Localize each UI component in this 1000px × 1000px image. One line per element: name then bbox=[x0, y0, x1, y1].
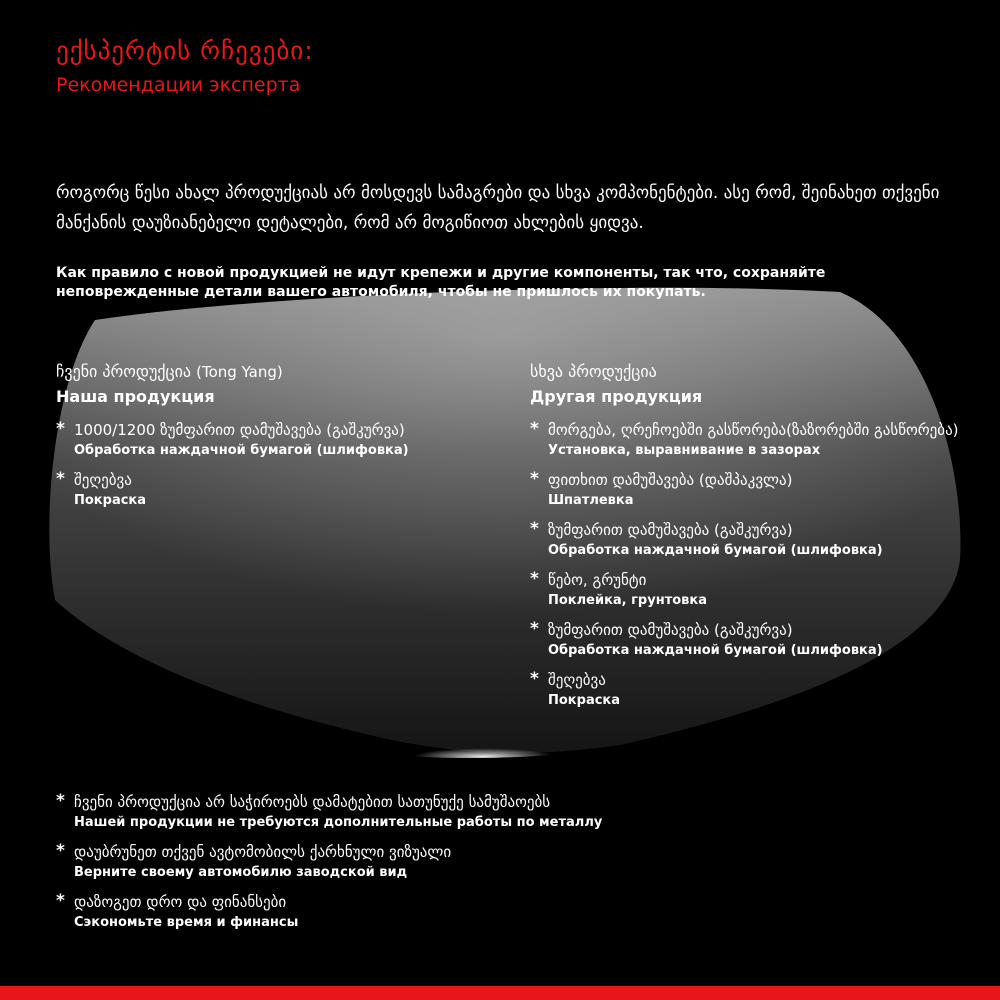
list-item-russian: Установка, выравнивание в зазорах bbox=[548, 443, 821, 458]
benefits-list bbox=[56, 792, 956, 932]
intro-text-russian: Как правило с новой продукцией не идут крепежи и другие компоненты, так что, сохраняйте неповрежденные детали вашего автомобиля, чтобы не пришлось их покупать. bbox=[56, 265, 826, 300]
list-item-russian: Обработка наждачной бумагой (шлифовка) bbox=[548, 543, 883, 558]
list-item bbox=[56, 892, 956, 932]
list-item bbox=[530, 470, 1000, 510]
bullet-star-icon: * bbox=[56, 891, 65, 911]
bullet-star-icon: * bbox=[530, 619, 539, 639]
bullet-star-icon: * bbox=[56, 841, 65, 861]
list-item-georgian: ზუმფარით დამუშავება (გაშკურვა) bbox=[548, 521, 793, 539]
bullet-star-icon: * bbox=[530, 419, 539, 439]
list-item-georgian: ზუმფარით დამუშავება (გაშკურვა) bbox=[548, 621, 793, 639]
bullet-star-icon: * bbox=[530, 569, 539, 589]
list-item-russian: Поклейка, грунтовка bbox=[548, 593, 707, 608]
brand-name: (Tong Yang) bbox=[196, 363, 283, 381]
list-item bbox=[530, 620, 1000, 660]
page-title-russian: Рекомендации эксперта bbox=[56, 74, 301, 96]
our-products-list bbox=[56, 420, 496, 510]
other-products-section bbox=[530, 362, 1000, 720]
list-item bbox=[56, 792, 956, 832]
list-item-russian: Шпатлевка bbox=[548, 493, 634, 508]
list-item bbox=[56, 842, 956, 882]
benefit-georgian: დაუბრუნეთ თქვენ ავტომობილს ქარხნული ვიზუალი bbox=[74, 843, 452, 861]
our-products-heading-text: ჩვენი პროდუქცია bbox=[56, 362, 192, 381]
bullet-star-icon: * bbox=[530, 469, 539, 489]
list-item-georgian: შეღებვა bbox=[548, 671, 606, 689]
bullet-star-icon: * bbox=[56, 419, 65, 439]
intro-text-georgian: როგორც წესი ახალ პროდუქციას არ მოსდევს სამაგრები და სხვა კომპონენტები. ასე რომ, შეინახეთ თქვენი მანქანის დაუზიანებელი დეტალები, რომ არ მოგიწიოთ ახლების ყიდვა. bbox=[56, 183, 940, 233]
our-products-heading-georgian bbox=[56, 362, 496, 381]
list-item-georgian: შეღებვა bbox=[74, 471, 132, 489]
bottom-accent-bar bbox=[0, 986, 1000, 1000]
benefit-russian: Сэкономьте время и финансы bbox=[74, 915, 299, 930]
benefit-russian: Нашей продукции не требуются дополнительные работы по металлу bbox=[74, 815, 603, 830]
bullet-star-icon: * bbox=[530, 669, 539, 689]
benefit-russian: Верните своему автомобилю заводской вид bbox=[74, 865, 408, 880]
list-item-georgian: ფითხით დამუშავება (დაშპაკვლა) bbox=[548, 471, 793, 489]
list-item-russian: Покраска bbox=[548, 693, 621, 708]
bullet-star-icon: * bbox=[56, 469, 65, 489]
list-item-georgian: მორგება, ღრეჩოებში გასწორება(ზაზორებში გასწორება) bbox=[548, 421, 959, 439]
benefits-section bbox=[56, 792, 956, 942]
list-item-russian: Покраска bbox=[74, 493, 147, 508]
list-item-georgian: 1000/1200 ზუმფარით დამუშავება (გაშკურვა) bbox=[74, 421, 405, 439]
list-item bbox=[56, 420, 496, 460]
list-item bbox=[530, 420, 1000, 460]
list-item-russian: Обработка наждачной бумагой (шлифовка) bbox=[548, 643, 883, 658]
list-item bbox=[530, 520, 1000, 560]
bullet-star-icon: * bbox=[530, 519, 539, 539]
benefit-georgian: დაზოგეთ დრო და ფინანსები bbox=[74, 893, 287, 911]
other-products-list bbox=[530, 420, 1000, 710]
page-title-georgian: ექსპერტის რჩევები: bbox=[56, 36, 314, 65]
other-products-heading-russian: Другая продукция bbox=[530, 387, 703, 406]
our-products-section bbox=[56, 362, 496, 520]
list-item bbox=[530, 570, 1000, 610]
list-item bbox=[56, 470, 496, 510]
benefit-georgian: ჩვენი პროდუქცია არ საჭიროებს დამატებით სათუნუქე სამუშაოებს bbox=[74, 793, 551, 811]
list-item-georgian: წებო, გრუნტი bbox=[548, 571, 647, 589]
our-products-heading-russian: Наша продукция bbox=[56, 387, 215, 406]
list-item-russian: Обработка наждачной бумагой (шлифовка) bbox=[74, 443, 409, 458]
bullet-star-icon: * bbox=[56, 791, 65, 811]
list-item bbox=[530, 670, 1000, 710]
other-products-heading-georgian: სხვა პროდუქცია bbox=[530, 362, 657, 381]
